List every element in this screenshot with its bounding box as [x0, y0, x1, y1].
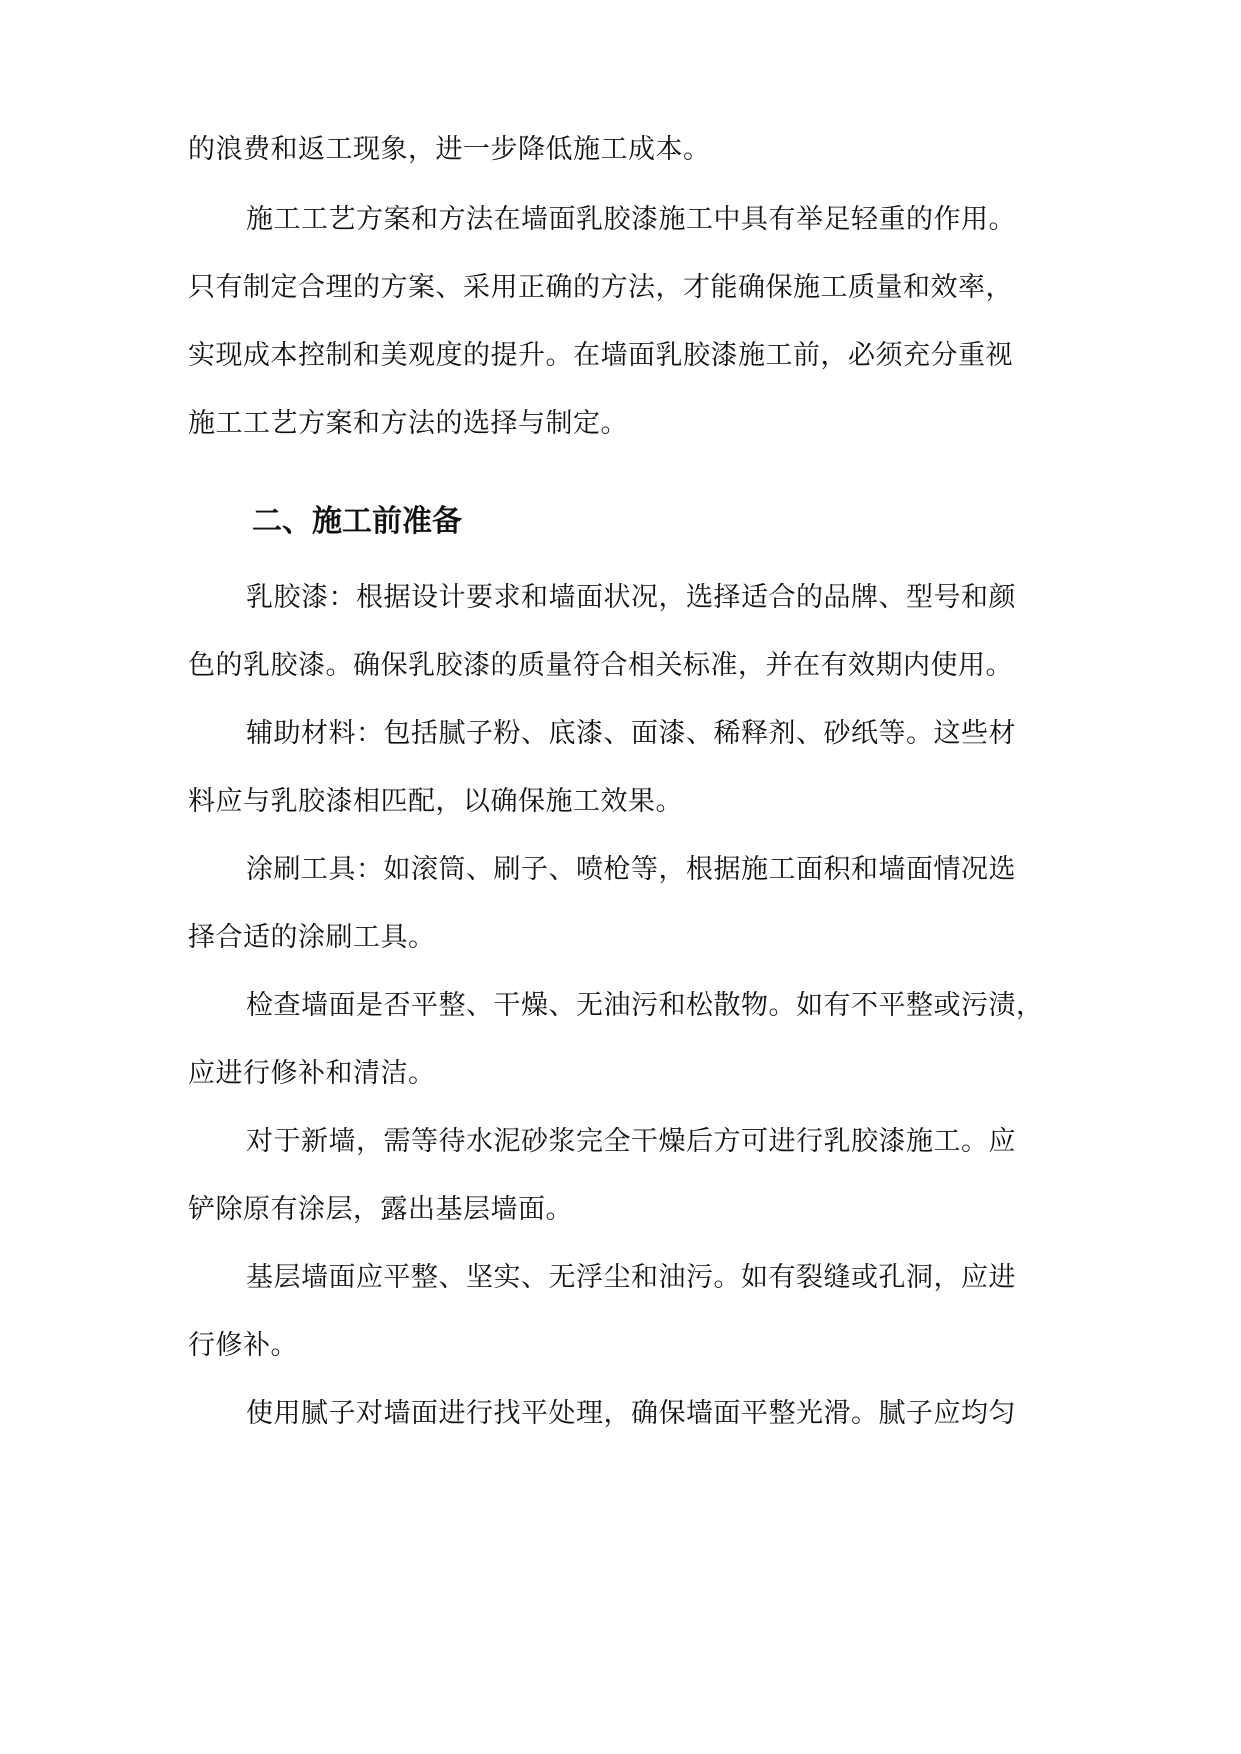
paragraph-line: 涂刷工具：如滚筒、刷子、喷枪等，根据施工面积和墙面情况选 [246, 854, 1016, 885]
paragraph-line: 行修补。 [188, 1330, 298, 1361]
paragraph-line: 使用腻子对墙面进行找平处理，确保墙面平整光滑。腻子应均匀 [246, 1398, 1016, 1429]
paragraph-line: 色的乳胶漆。确保乳胶漆的质量符合相关标准，并在有效期内使用。 [188, 650, 1013, 681]
paragraph-line: 乳胶漆：根据设计要求和墙面状况，选择适合的品牌、型号和颜 [246, 582, 1016, 613]
section-heading: 二、施工前准备 [252, 504, 462, 539]
paragraph-line: 对于新墙，需等待水泥砂浆完全干燥后方可进行乳胶漆施工。应 [246, 1126, 1016, 1157]
intro-line: 的浪费和返工现象，进一步降低施工成本。 [188, 134, 711, 165]
summary-line: 只有制定合理的方案、采用正确的方法，才能确保施工质量和效率， [188, 272, 1013, 303]
paragraph-line: 应进行修补和清洁。 [188, 1058, 436, 1089]
paragraph-line: 辅助材料：包括腻子粉、底漆、面漆、稀释剂、砂纸等。这些材 [246, 718, 1016, 749]
paragraph-line: 检查墙面是否平整、干燥、无油污和松散物。如有不平整或污渍， [246, 990, 1044, 1021]
summary-line: 实现成本控制和美观度的提升。在墙面乳胶漆施工前，必须充分重视 [188, 340, 1013, 371]
summary-line: 施工工艺方案和方法的选择与制定。 [188, 408, 628, 439]
paragraph-line: 基层墙面应平整、坚实、无浮尘和油污。如有裂缝或孔洞，应进 [246, 1262, 1016, 1293]
paragraph-line: 料应与乳胶漆相匹配，以确保施工效果。 [188, 786, 683, 817]
summary-line: 施工工艺方案和方法在墙面乳胶漆施工中具有举足轻重的作用。 [246, 204, 1016, 235]
paragraph-line: 择合适的涂刷工具。 [188, 922, 436, 953]
paragraph-line: 铲除原有涂层，露出基层墙面。 [188, 1194, 573, 1225]
